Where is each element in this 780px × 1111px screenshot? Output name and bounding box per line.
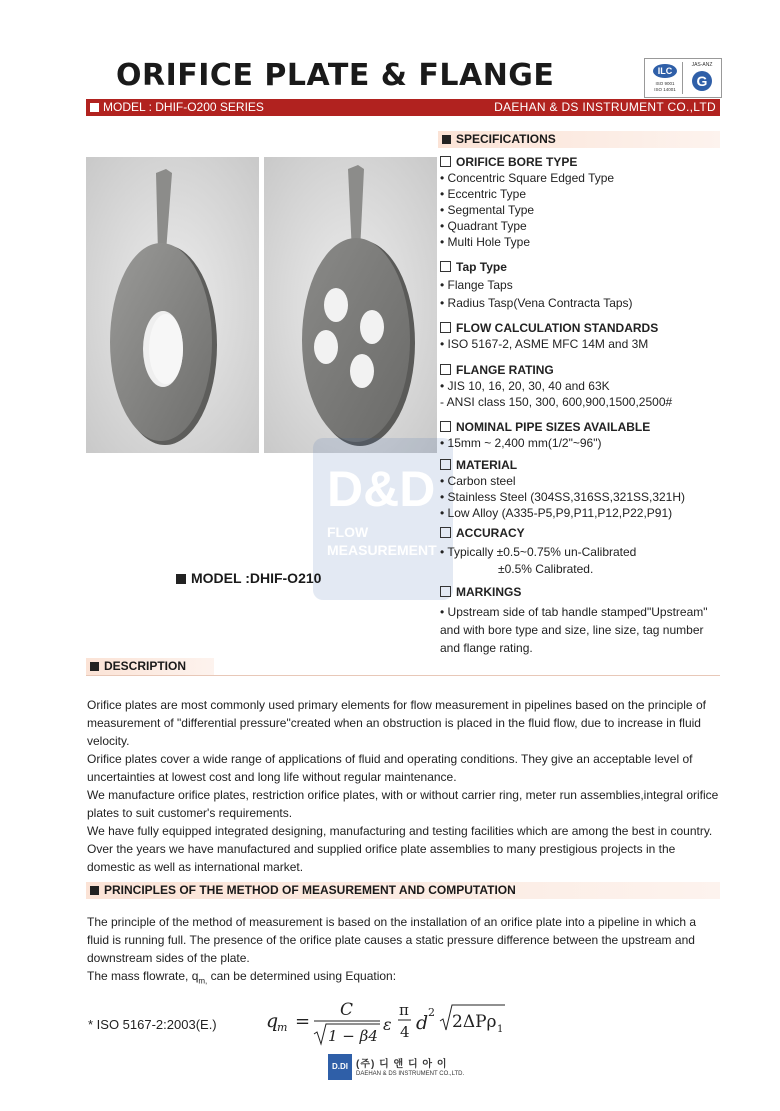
spec-item: • Multi Hole Type: [440, 235, 531, 249]
spec-title: FLANGE RATING: [456, 363, 554, 377]
eq-root: 2ΔPρ: [452, 1012, 497, 1032]
spec-item: • Eccentric Type: [440, 187, 527, 201]
watermark-line-2: MEASUREMENT: [327, 542, 437, 558]
mass-flow-tail: can be determined using Equation:: [207, 969, 397, 983]
description-paragraph: Orifice plates cover a wide range of applications of fluid and operating conditions. They give an acceptable level of uncertainties at lowest cost and long life without regular maintenance.: [87, 752, 693, 784]
spec-item: • ISO 5167-2, ASME MFC 14M and 3M: [440, 337, 649, 351]
ilc-mark: ILC: [653, 64, 677, 78]
company-logo: D.DI: [328, 1054, 352, 1080]
model-banner: [86, 99, 720, 116]
mass-flow-equation: [262, 996, 512, 1048]
spec-title: Tap Type: [456, 260, 507, 274]
orifice-plate-single-bore-image: [86, 157, 259, 453]
checkbox-icon: [440, 527, 451, 538]
iso-standard-reference: * ISO 5167-2:2003(E.): [88, 1017, 217, 1032]
divider: [86, 675, 720, 676]
eq-root-sub: 1: [497, 1024, 504, 1035]
eq-q-sub: m: [277, 1021, 288, 1034]
eq-denominator: 1 − β4: [328, 1027, 378, 1045]
principles-paragraph: The principle of the method of measurement is based on the installation of an orifice plate into a pipeline in which a fluid is running full. The presence of the orifice plate causes a static pressure difference between the upstream and downstream sides of the plate.: [87, 915, 697, 965]
description-body: [87, 696, 721, 876]
description-paragraph: We have fully equipped integrated designing, manufacturing and testing facilities which are among the best in country. Over the years we have manufactured and supplied orifice plate assemblies to many prestigious projects in the domestic as well as international market.: [87, 824, 713, 874]
spec-item: • Stainless Steel (304SS,316SS,321SS,321H): [440, 490, 686, 504]
principles-header: [86, 882, 720, 899]
checkbox-icon: [440, 156, 451, 167]
checkbox-icon: [440, 364, 451, 375]
spec-title: NOMINAL PIPE SIZES AVAILABLE: [456, 420, 651, 434]
eq-pi: π: [399, 1001, 409, 1019]
spec-item: and flange rating.: [440, 641, 533, 655]
spec-title: FLOW CALCULATION STANDARDS: [456, 321, 659, 335]
model-label: [176, 570, 321, 586]
spec-item: • Typically ±0.5~0.75% un-Calibrated: [440, 545, 637, 559]
company-watermark: [313, 438, 453, 600]
mass-flow-text: The mass flowrate, q: [87, 969, 199, 983]
spec-item: • Low Alloy (A335-P5,P9,P11,P12,P22,P91): [440, 506, 673, 520]
eq-four: 4: [400, 1023, 410, 1041]
model-series: MODEL : DHIF-O200 SERIES: [103, 100, 264, 114]
cert-line-2: ISO 14001: [654, 87, 676, 92]
spec-item: • Radius Tasp(Vena Contracta Taps): [440, 296, 633, 310]
certification-logos: [644, 58, 722, 98]
square-bullet-icon: [90, 886, 99, 895]
spec-title: MATERIAL: [456, 458, 518, 472]
spec-item: • Segmental Type: [440, 203, 535, 217]
jas-anz-logo: [685, 62, 719, 94]
spec-item: - ANSI class 150, 300, 600,900,1500,2500#: [440, 395, 673, 409]
spec-title: MARKINGS: [456, 585, 522, 599]
description-paragraph: We manufacture orifice plates, restriction orifice plates, with or without carrier ring, meter run assemblies,integral orifice plates to suit customer's requirements.: [87, 788, 719, 820]
company-name: DAEHAN & DS INSTRUMENT CO.,LTD: [494, 100, 716, 114]
description-paragraph: Orifice plates are most commonly used primary elements for flow measurement in pipelines based on the principle of measurement of "differential pressure"created when an obstruction is placed in the fluid flow, due to increase in fluid velocity.: [87, 698, 706, 748]
description-heading: DESCRIPTION: [104, 659, 187, 673]
spec-item: • Quadrant Type: [440, 219, 527, 233]
spec-item: and with bore type and size, line size, tag number: [440, 623, 704, 637]
checkbox-icon: [440, 586, 451, 597]
spec-material: [440, 457, 685, 521]
spec-item: ±0.5% Calibrated.: [498, 562, 594, 576]
spec-item: • Carbon steel: [440, 474, 516, 488]
checkbox-icon: [440, 421, 451, 432]
cert-line-1: ISO 9001: [655, 81, 675, 86]
iso-cert-logo: [648, 62, 683, 94]
spec-item: • JIS 10, 16, 20, 30, 40 and 63K: [440, 379, 610, 393]
eq-epsilon: ε: [383, 1015, 392, 1034]
square-bullet-icon: [176, 574, 186, 584]
page-title: ORIFICE PLATE & FLANGE: [116, 58, 555, 93]
spec-title: ORIFICE BORE TYPE: [456, 155, 578, 169]
square-bullet-icon: [442, 135, 451, 144]
specifications-heading: SPECIFICATIONS: [456, 132, 556, 146]
mass-flow-subscript: m,: [198, 976, 208, 986]
square-bullet-icon: [90, 662, 99, 671]
spec-accuracy: [440, 525, 636, 578]
spec-title: ACCURACY: [456, 526, 525, 540]
watermark-logo: D&D: [327, 461, 436, 517]
jas-anz-text: JAS-ANZ: [691, 62, 713, 68]
company-name-english: DAEHAN & DS INSTRUMENT CO.,LTD.: [356, 1071, 465, 1077]
spec-markings: [440, 583, 708, 657]
checkbox-icon: [440, 322, 451, 333]
spec-item: • Concentric Square Edged Type: [440, 171, 615, 185]
specifications-header: [438, 131, 720, 148]
orifice-plate-multi-hole-image: [264, 157, 437, 453]
eq-q: q: [266, 1010, 279, 1032]
spec-flow-standards: [440, 320, 658, 352]
spec-item: • Upstream side of tab handle stamped"Upstream": [440, 605, 708, 619]
checkbox-icon: [440, 261, 451, 272]
principles-body: [87, 913, 721, 990]
spec-bore-type: [440, 154, 614, 250]
square-bullet-icon: [90, 103, 99, 112]
eq-numerator: C: [340, 1000, 354, 1020]
watermark-line-1: FLOW: [327, 524, 369, 540]
spec-item: • Flange Taps: [440, 278, 513, 292]
spec-flange-rating: [440, 362, 672, 410]
description-header: [86, 658, 214, 675]
spec-item: • 15mm ~ 2,400 mm(1/2"~96"): [440, 436, 602, 450]
model-label-text: MODEL :DHIF-O210: [191, 570, 322, 586]
mass-flow-line: [87, 967, 721, 990]
company-name-korean: (주) 디 앤 디 아 이: [356, 1059, 448, 1070]
eq-d-exp: 2: [428, 1006, 435, 1019]
eq-d: d: [416, 1012, 429, 1034]
spec-tap-type: [440, 258, 633, 312]
spec-pipe-sizes: [440, 419, 650, 451]
principles-heading: PRINCIPLES OF THE METHOD OF MEASUREMENT AND COMPUTATION: [104, 883, 516, 897]
eq-equals: =: [295, 1011, 311, 1032]
jas-anz-mark: G: [692, 71, 712, 91]
checkbox-icon: [440, 459, 451, 470]
